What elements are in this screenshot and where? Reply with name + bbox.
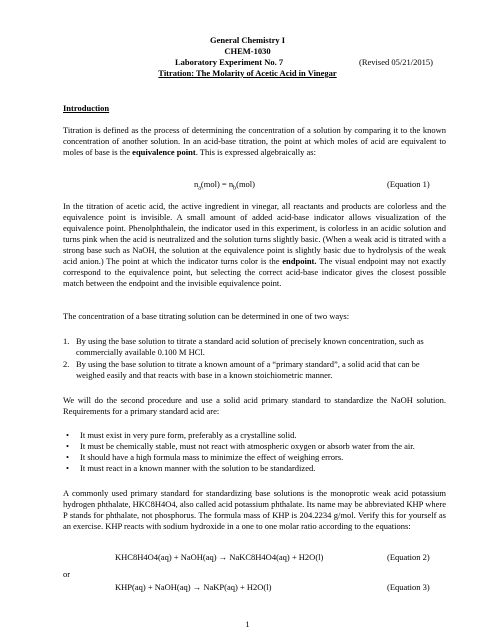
equation-2-label: (Equation 2) bbox=[387, 552, 430, 562]
bullet-text: It must react in a known manner with the solution to be standardized. bbox=[80, 463, 316, 473]
experiment-number: Laboratory Experiment No. 7 bbox=[175, 57, 284, 67]
paragraph-text: In the titration of acetic acid, the active ingredient in vinegar, all reactants and products are colorless and the equivalence point is invisible. A small amount of added acid-base indicator allows visualization of the equivalence point. Phenolphthalein, the indicator used in this experiment, is colorless in an acidic solution and turns pink when the acid is neutralized and the solution turns slightly basic. (When a weak acid is titrated with a strong base such as NaOH, the solution at the equivalence point is slightly basic due to hydrolysis of the weak acid anion.) The point at which the indicator turns color is the bbox=[63, 201, 446, 266]
page-number: 1 bbox=[245, 619, 250, 629]
eq-symbol: n bbox=[194, 179, 199, 189]
equation-3-label: (Equation 3) bbox=[387, 582, 430, 592]
eq-symbol: (mol) = n bbox=[200, 179, 234, 189]
bullet-item bbox=[63, 441, 453, 452]
paragraph-text: The visual endpoint may not exactly correspond to the equivalence point, but selecting the correct acid-base indicator gives the closest possible match between the endpoint and the invisible equivalence point. bbox=[63, 256, 446, 288]
equation-2: KHC8H4O4(aq) + NaOH(aq) → NaKC8H4O4(aq) + H2O(l) bbox=[115, 552, 324, 562]
list-text: By using the base solution to titrate a standard acid solution of precisely known concentration, such as commercially available 0.100 M HCl. bbox=[76, 336, 424, 357]
term-endpoint: endpoint. bbox=[282, 256, 317, 266]
bullet-text: It must be chemically stable, must not react with atmospheric oxygen or absorb water from the air. bbox=[80, 441, 415, 451]
list-item bbox=[63, 359, 448, 381]
intro-paragraph-3: The concentration of a base titrating solution can be determined in one of two ways: bbox=[63, 311, 350, 321]
eq-symbol: (mol) bbox=[236, 179, 255, 189]
eq-subscript: b bbox=[233, 185, 237, 192]
intro-paragraph-2 bbox=[63, 201, 446, 289]
list-number: 2. bbox=[63, 359, 70, 369]
paragraph-text: Titration is defined as the process of determining the concentration of a solution by comparing it to the known concentration of another solution. In an acid-base titration, the point at which moles of acid are equivalent to moles of base is the bbox=[63, 125, 446, 157]
bullet-item bbox=[63, 463, 453, 474]
bullet-item bbox=[63, 452, 453, 463]
bullet-icon: • bbox=[66, 452, 69, 462]
intro-paragraph-1 bbox=[63, 125, 446, 158]
course-code: CHEM-1030 bbox=[224, 46, 271, 56]
bullet-text: It must exist in very pure form, preferably as a crystalline solid. bbox=[80, 430, 297, 440]
document-title: Titration: The Molarity of Acetic Acid in Vinegar bbox=[158, 68, 337, 78]
method-list bbox=[63, 336, 448, 382]
bullet-text: It should have a high formula mass to minimize the effect of weighing errors. bbox=[80, 452, 344, 462]
course-name: General Chemistry I bbox=[209, 35, 286, 45]
equation-3: KHP(aq) + NaOH(aq) → NaKP(aq) + H2O(l) bbox=[115, 582, 272, 592]
bullet-item bbox=[63, 430, 453, 441]
requirements-list bbox=[63, 430, 453, 474]
intro-paragraph-4: We will do the second procedure and use a solid acid primary standard to standardize the NaOH solution. Requirements for a primary standard acid are: bbox=[63, 395, 446, 416]
eq-subscript: a bbox=[198, 185, 201, 192]
list-number: 1. bbox=[63, 336, 70, 346]
list-text: By using the base solution to titrate a known amount of a “primary standard”, a solid acid that can be weighed easily and that reacts with base in a known stoichiometric manner. bbox=[76, 359, 420, 380]
term-equivalence-point: equivalence point bbox=[132, 147, 196, 157]
equation-1 bbox=[194, 179, 255, 194]
bullet-icon: • bbox=[66, 430, 69, 440]
paragraph-text: . This is expressed algebraically as: bbox=[195, 147, 316, 157]
bullet-icon: • bbox=[66, 463, 69, 473]
section-heading-introduction: Introduction bbox=[63, 103, 110, 113]
revision-date: (Revised 05/21/2015) bbox=[359, 57, 433, 67]
list-item bbox=[63, 336, 448, 358]
bullet-icon: • bbox=[66, 441, 69, 451]
equation-1-label: (Equation 1) bbox=[387, 179, 430, 189]
intro-paragraph-5: A commonly used primary standard for standardizing base solutions is the monoprotic weak acid potassium hydrogen phthalate, HKC8H4O4, also called acid potassium phthalate. Its name may be abbreviated KHP where P stands for phthalate, not phosphorus. The formula mass of KHP is 204.2234 g/mol. Verify this for yourself as an exercise. KHP reacts with sodium hydroxide in a one to one molar ratio according to the equations: bbox=[63, 488, 446, 531]
or-label: or bbox=[63, 569, 71, 579]
